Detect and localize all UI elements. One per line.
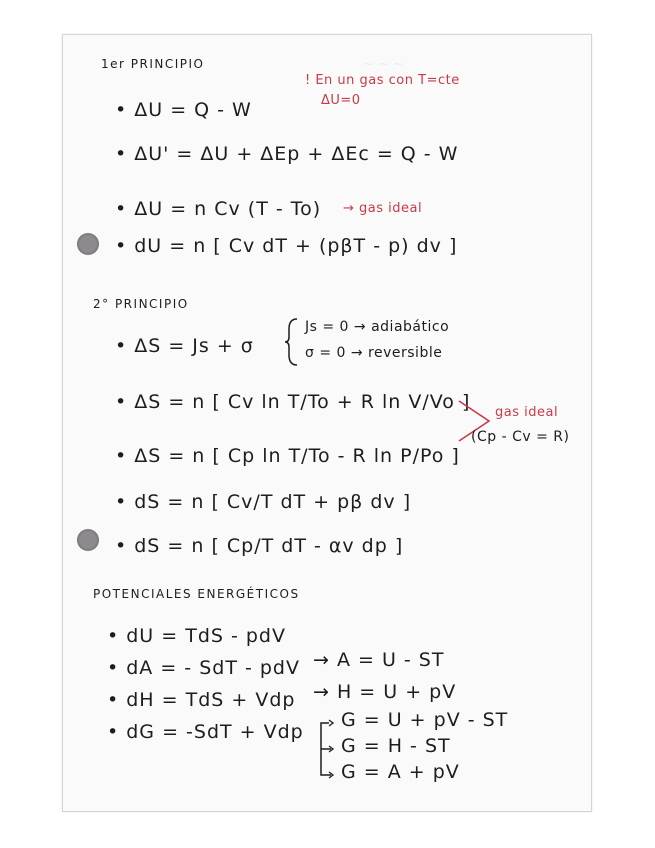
first-principle-note-line1: ! En un gas con T=cte bbox=[305, 73, 460, 88]
eq-du-differential: • dU = n [ Cv dT + (pβT - p) dv ] bbox=[115, 235, 458, 257]
eq-gibbs-1: G = U + pV - ST bbox=[341, 709, 509, 731]
eq-du-potential: • dU = TdS - pdV bbox=[107, 625, 286, 647]
punch-hole-bottom bbox=[77, 529, 99, 551]
eq-entropy-cv: • ΔS = n [ Cv ln T/To + R ln V/Vo ] bbox=[115, 391, 471, 413]
second-principle-heading: 2° PRINCIPIO bbox=[93, 297, 189, 311]
eq-dh-potential: • dH = TdS + Vdp bbox=[107, 689, 296, 711]
eq-dg-potential: • dG = -SdT + Vdp bbox=[107, 721, 304, 743]
first-principle-heading: 1er PRINCIPIO bbox=[101, 57, 205, 71]
eq-entropy-cp: • ΔS = n [ Cp ln T/To - R ln P/Po ] bbox=[115, 445, 460, 467]
eq-total-energy: • ΔU' = ΔU + ΔEp + ΔEc = Q - W bbox=[115, 143, 459, 165]
first-principle-note-line2: ΔU=0 bbox=[321, 93, 361, 108]
gas-ideal-label: gas ideal bbox=[495, 405, 559, 420]
eq-gibbs-3: G = A + pV bbox=[341, 761, 460, 783]
gibbs-branch-arrows bbox=[315, 719, 341, 783]
eq-helmholtz: → A = U - ST bbox=[313, 649, 445, 671]
eq-ds-dv: • dS = n [ Cv/T dT + pβ dv ] bbox=[115, 491, 412, 513]
eq-entropy-balance: • ΔS = Js + σ bbox=[115, 335, 254, 357]
cp-cv-relation: (Cp - Cv = R) bbox=[471, 429, 570, 445]
condition-adiabatic: Js = 0 → adiabático bbox=[305, 319, 450, 335]
notebook-page bbox=[62, 34, 592, 812]
brace-conditions bbox=[285, 317, 299, 367]
show-through-marks: ~ ~ ~ bbox=[363, 57, 404, 72]
eq-enthalpy: → H = U + pV bbox=[313, 681, 457, 703]
eq-da-potential: • dA = - SdT - pdV bbox=[107, 657, 300, 679]
potentials-heading: POTENCIALES ENERGÉTICOS bbox=[93, 587, 300, 601]
gas-ideal-note: → gas ideal bbox=[343, 201, 423, 216]
eq-ds-dp: • dS = n [ Cp/T dT - αv dp ] bbox=[115, 535, 404, 557]
condition-reversible: σ = 0 → reversible bbox=[305, 345, 443, 361]
eq-internal-energy: • ΔU = Q - W bbox=[115, 99, 252, 121]
eq-internal-energy-ideal: • ΔU = n Cv (T - To) bbox=[115, 198, 322, 220]
eq-gibbs-2: G = H - ST bbox=[341, 735, 451, 757]
punch-hole-top bbox=[77, 233, 99, 255]
